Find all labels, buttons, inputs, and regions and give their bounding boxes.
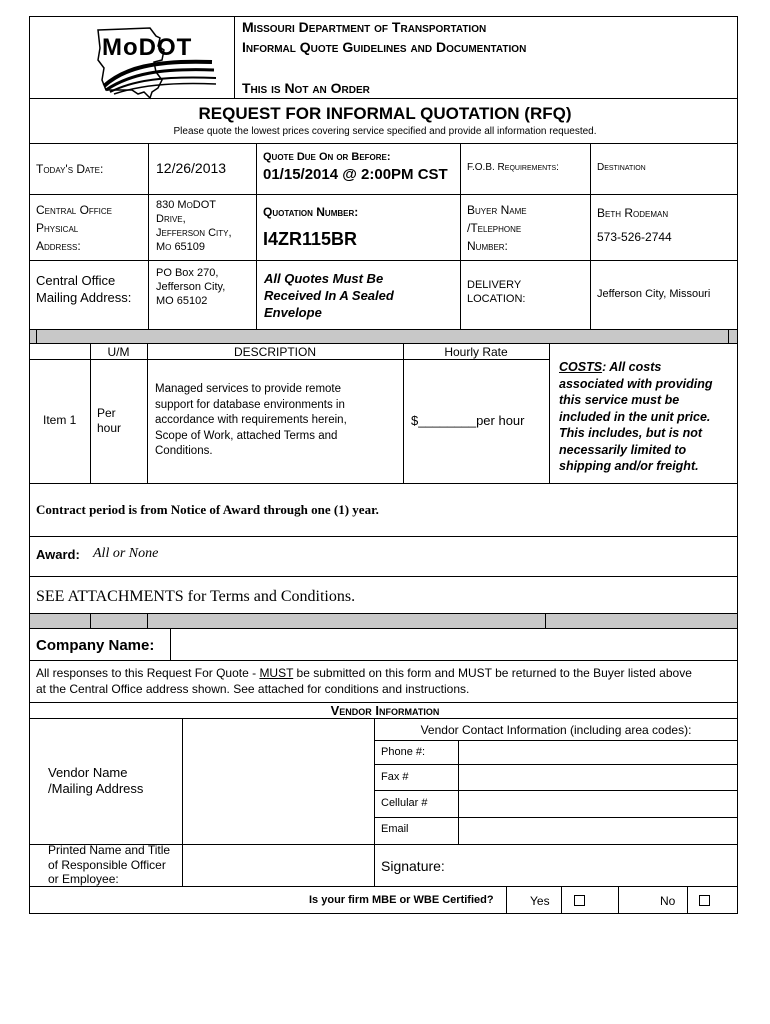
fob-destination: Destination <box>597 162 646 173</box>
signature-label: Signature: <box>381 858 445 874</box>
vendor-contact-header: Vendor Contact Information (including area codes): <box>420 723 692 737</box>
modot-logo-text: MoDOT <box>102 34 193 61</box>
mbe-no-label: No <box>660 894 676 908</box>
department-name: Missouri Department of Transportation <box>242 19 487 35</box>
company-name-field[interactable] <box>171 629 737 660</box>
item-row-label: Item 1 <box>43 413 77 427</box>
fax-field[interactable] <box>459 765 737 790</box>
mbe-yes-checkbox[interactable] <box>574 895 585 906</box>
officer-label: Printed Name and Title of Responsible Officer or Employee: <box>48 843 171 886</box>
company-name-label: Company Name: <box>36 637 155 654</box>
costs-label: COSTS <box>559 360 603 374</box>
mbe-yes-label: Yes <box>530 894 550 908</box>
award-value: All or None <box>93 546 159 561</box>
delivery-location-label: DELIVERY LOCATION: <box>467 279 526 305</box>
modot-logo <box>84 20 224 100</box>
divider-strip-2 <box>30 614 737 628</box>
buyer-label: Buyer Name /Telephone Number: <box>467 203 527 253</box>
vendor-name-field[interactable] <box>183 719 373 844</box>
col-rate-header: Hourly Rate <box>444 345 508 359</box>
quote-due-label: Quote Due On or Before: <box>263 151 391 163</box>
email-label: Email <box>381 823 409 835</box>
costs-note: COSTS: All costs associated with providing this service must be included in the unit price. This includes, but is not necessarily limited to shipping and/or freight. <box>559 360 713 473</box>
item-hourly-rate-field[interactable]: $________per hour <box>411 413 525 428</box>
vendor-name-label: Vendor Name /Mailing Address <box>48 765 144 796</box>
signature-field[interactable] <box>459 845 737 886</box>
mailing-address-value: PO Box 270, Jefferson City, MO 65102 <box>156 267 226 307</box>
not-an-order-notice: This is Not an Order <box>242 80 370 96</box>
attachments-notice: SEE ATTACHMENTS for Terms and Conditions. <box>36 588 356 605</box>
officer-name-field[interactable] <box>183 845 373 886</box>
mailing-address-label: Central Office Mailing Address: <box>36 273 132 305</box>
quotation-number-value: I4ZR115BR <box>263 229 358 249</box>
buyer-phone: 573-526-2744 <box>597 230 672 244</box>
quote-due-value: 01/15/2014 @ 2:00PM CST <box>263 166 448 183</box>
physical-address-label: Central Office Physical Address: <box>36 203 113 253</box>
phone-label: Phone #: <box>381 746 426 758</box>
mbe-no-checkbox[interactable] <box>699 895 710 906</box>
quotation-number-label: Quotation Number: <box>263 205 359 219</box>
delivery-location-value: Jefferson City, Missouri <box>597 288 711 300</box>
todays-date-value: 12/26/2013 <box>156 160 227 176</box>
vendor-info-title: Vendor Information <box>330 703 440 718</box>
item-description: Managed services to provide remote support for database environments in accordance with requirements herein, Scope of Work, attached Terms and Conditions. <box>155 383 347 457</box>
mbe-question: Is your firm MBE or WBE Certified? <box>309 894 494 906</box>
sealed-envelope-note: All Quotes Must Be Received In A Sealed Envelope <box>264 271 394 320</box>
col-um-header: U/M <box>107 345 130 359</box>
todays-date-label: Today's Date: <box>36 162 104 176</box>
buyer-name: Beth Rodeman <box>597 206 669 220</box>
submission-notice: All responses to this Request For Quote - MUST be submitted on this form and MUST be returned to the Buyer listed above at the Central Office address shown. See attached for conditions and instructions. <box>36 666 692 696</box>
cellular-field[interactable] <box>459 791 737 817</box>
phone-field[interactable] <box>459 741 737 764</box>
rfq-title: REQUEST FOR INFORMAL QUOTATION (RFQ) <box>198 104 572 123</box>
rfq-subtitle: Please quote the lowest prices covering service specified and provide all information requested. <box>173 126 597 137</box>
physical-address-value: 830 MoDOT Drive, Jefferson City, Mo 65109 <box>156 199 232 253</box>
divider-strip <box>30 330 737 343</box>
guidelines-title: Informal Quote Guidelines and Documentation <box>242 39 527 55</box>
col-description-header: DESCRIPTION <box>233 345 316 359</box>
email-field[interactable] <box>459 818 737 844</box>
contract-period: Contract period is from Notice of Award through one (1) year. <box>36 502 379 517</box>
fob-label: F.O.B. Requirements: <box>467 162 559 173</box>
cellular-label: Cellular # <box>381 797 428 809</box>
item-unit: Per hour <box>97 406 122 435</box>
fax-label: Fax # <box>381 771 409 783</box>
award-label: Award: <box>36 547 80 562</box>
